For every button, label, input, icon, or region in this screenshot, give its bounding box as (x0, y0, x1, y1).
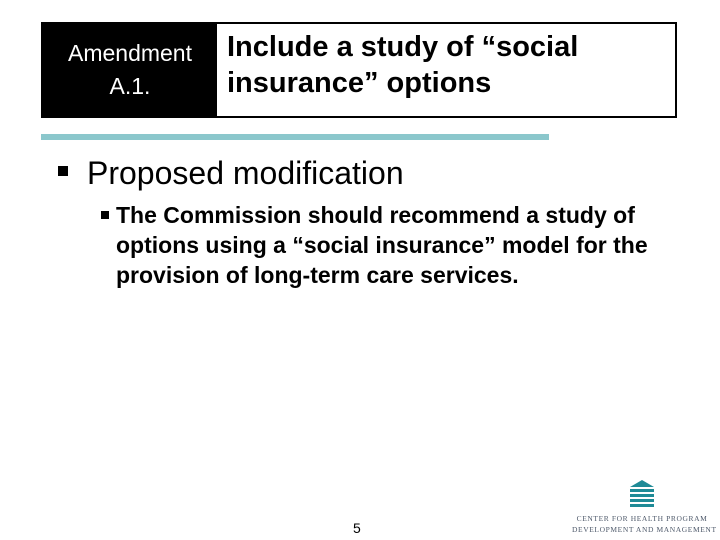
bullet-level1-text: Proposed modification (87, 155, 404, 191)
logo-text-line2: DEVELOPMENT AND MANAGEMENT (572, 525, 717, 534)
amendment-label-line2: A.1. (109, 73, 151, 99)
amendment-label-line1: Amendment (67, 39, 192, 66)
logo-text-line1: CENTER FOR HEALTH PROGRAM (576, 514, 708, 523)
amendment-label (43, 24, 217, 116)
slide-title: Include a study of “social insurance” options (227, 31, 579, 99)
bullet-marker-level2 (101, 211, 109, 219)
title-box (41, 22, 677, 118)
center-logo (572, 478, 717, 538)
bullet-marker-level1 (58, 166, 68, 176)
bullet-level2-text: The Commission should recommend a study of options using a “social insurance” model for the provision of long-term care services. (116, 202, 648, 289)
page-number: 5 (353, 520, 361, 536)
building-icon (628, 478, 656, 510)
accent-rule (41, 134, 549, 140)
